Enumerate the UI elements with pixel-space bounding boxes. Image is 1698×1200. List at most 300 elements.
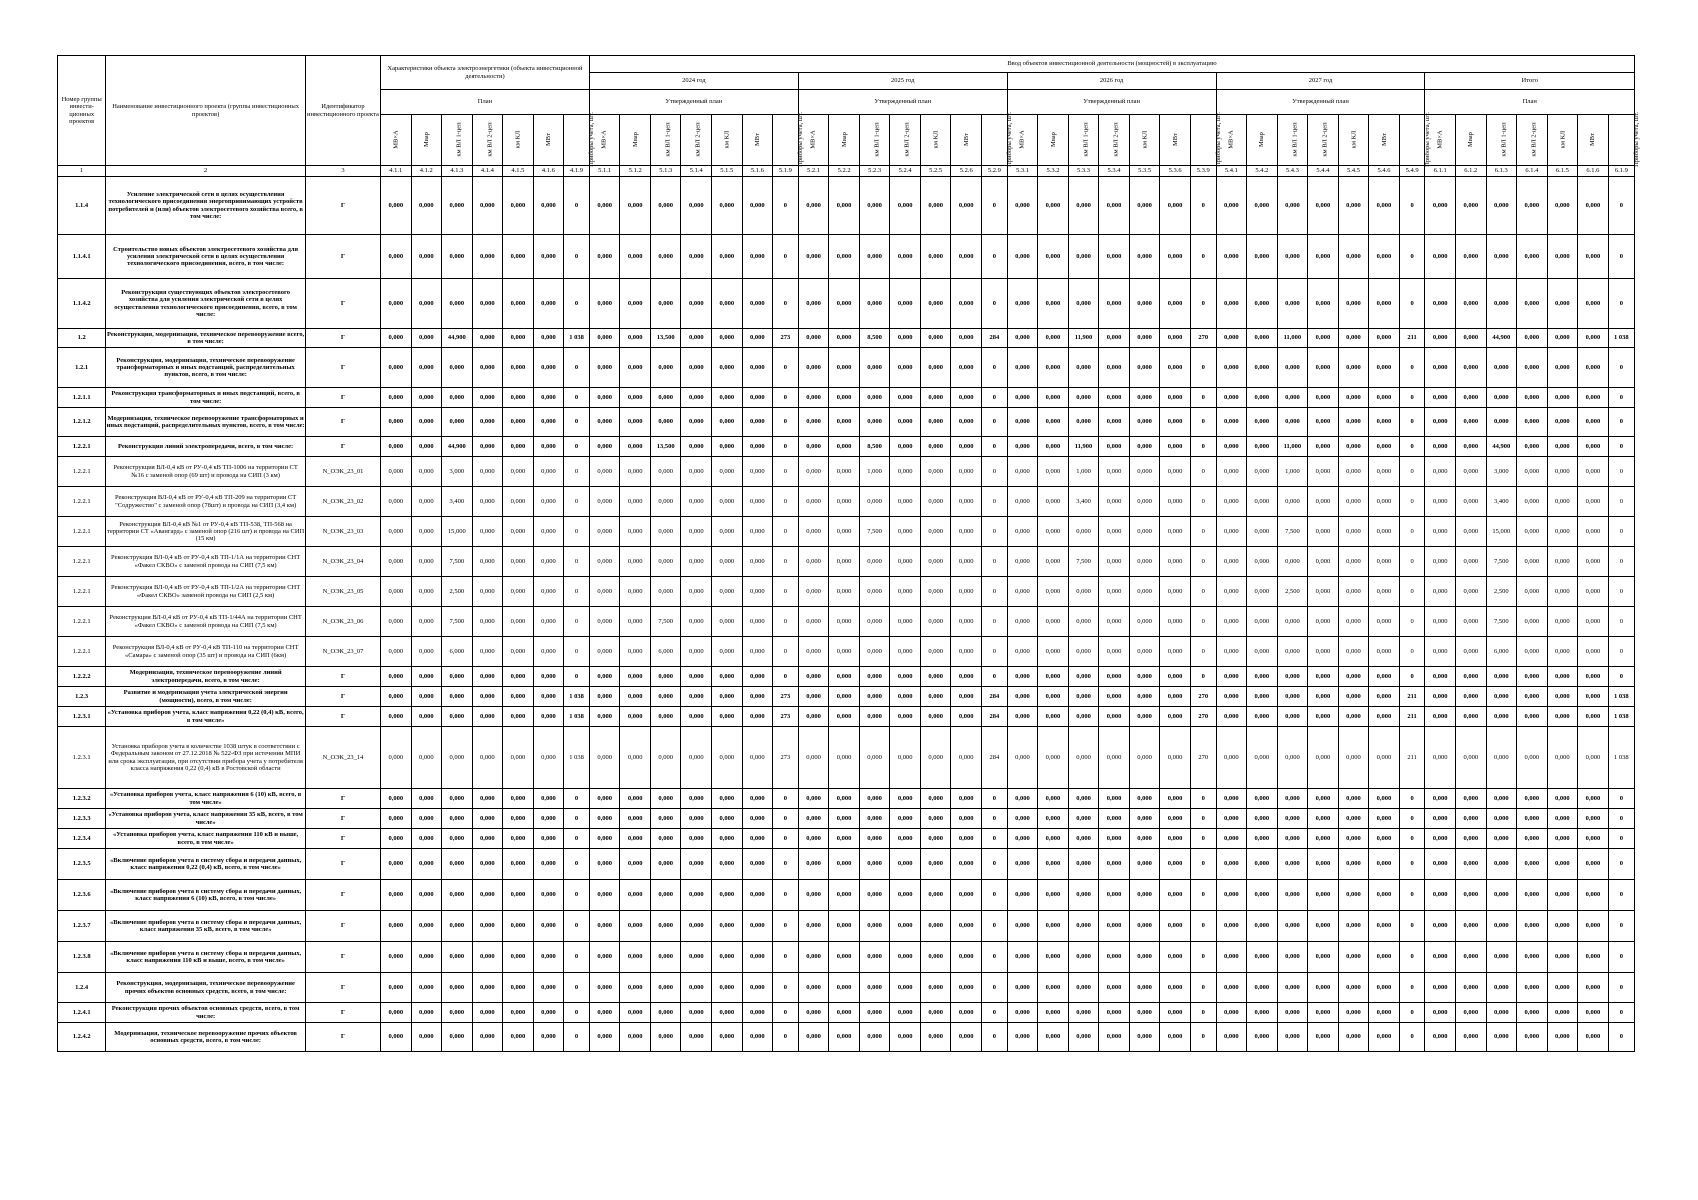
- value-cell: 0,000: [533, 687, 564, 707]
- value-cell: 0: [1190, 809, 1216, 829]
- value-cell: 0,000: [472, 789, 503, 809]
- value-cell: 0,000: [533, 437, 564, 457]
- table-row: [58, 457, 1635, 487]
- value-cell: 0,000: [1216, 547, 1247, 577]
- value-cell: 0: [564, 577, 590, 607]
- value-cell: 0: [773, 829, 799, 849]
- value-cell: 0,000: [859, 547, 890, 577]
- value-cell: 0,000: [1099, 437, 1130, 457]
- value-cell: 0,000: [1338, 829, 1369, 849]
- value-cell: 0,000: [411, 408, 442, 437]
- value-cell: 0,000: [1007, 789, 1038, 809]
- value-cell: 0,000: [1308, 942, 1339, 973]
- project-id: N_ОЭК_23_03: [305, 517, 380, 547]
- value-cell: 0: [1608, 388, 1634, 408]
- value-cell: 0,000: [742, 829, 773, 849]
- value-cell: 0: [1190, 348, 1216, 388]
- project-id: Г: [305, 942, 380, 973]
- value-cell: 0,000: [1486, 809, 1517, 829]
- value-cell: 0,000: [1517, 348, 1548, 388]
- column-number: 5.1.4: [681, 166, 712, 177]
- value-cell: 273: [773, 727, 799, 789]
- value-cell: 0,000: [951, 1003, 982, 1023]
- value-cell: 0,000: [533, 789, 564, 809]
- value-cell: 0: [773, 348, 799, 388]
- value-cell: 0,000: [920, 329, 951, 348]
- value-cell: 0,000: [1486, 1023, 1517, 1052]
- value-cell: 0,000: [859, 388, 890, 408]
- row-number: 1.2.4: [58, 973, 106, 1003]
- value-cell: 0,000: [859, 607, 890, 637]
- value-cell: 0,000: [1338, 329, 1369, 348]
- column-number: 4.1.3: [442, 166, 473, 177]
- column-number: 5.4.1: [1216, 166, 1247, 177]
- value-cell: 0,000: [1308, 607, 1339, 637]
- value-cell: 0,000: [411, 942, 442, 973]
- value-cell: 0,000: [829, 487, 860, 517]
- value-cell: 0,000: [1338, 973, 1369, 1003]
- project-name: Реконструкция ВЛ-0,4 кВ от РУ-0,4 кВ ТП-1006 на территории СТ №16 с заменой опор (69 шт) и провода на СИП (3 км): [106, 457, 306, 487]
- column-number: 5.4.3: [1277, 166, 1308, 177]
- value-cell: 0,000: [1425, 279, 1456, 329]
- value-cell: 0,000: [620, 1023, 651, 1052]
- value-cell: 11,900: [1068, 329, 1099, 348]
- value-cell: 0,000: [1007, 880, 1038, 911]
- value-cell: 0,000: [951, 809, 982, 829]
- value-cell: 0,000: [951, 487, 982, 517]
- column-number: 5.2.5: [920, 166, 951, 177]
- project-id: Г: [305, 849, 380, 880]
- value-cell: 0,000: [681, 789, 712, 809]
- value-cell: 0: [981, 457, 1007, 487]
- project-id: Г: [305, 388, 380, 408]
- value-cell: 0,000: [890, 437, 921, 457]
- value-cell: 0,000: [1277, 789, 1308, 809]
- value-cell: 0,000: [829, 942, 860, 973]
- value-cell: 0: [1608, 348, 1634, 388]
- value-cell: 0,000: [472, 279, 503, 329]
- value-cell: 0,000: [798, 1003, 829, 1023]
- value-cell: 0,000: [951, 727, 982, 789]
- value-cell: 0,000: [472, 517, 503, 547]
- unit-header: км ВЛ 2-цеп: [472, 115, 503, 166]
- value-cell: 0,000: [1369, 408, 1400, 437]
- unit-header: Мвар: [1247, 115, 1278, 166]
- value-cell: 0: [1608, 457, 1634, 487]
- value-cell: 0,000: [411, 607, 442, 637]
- value-cell: 0,000: [798, 911, 829, 942]
- value-cell: 0,000: [1099, 348, 1130, 388]
- value-cell: 0,000: [1517, 487, 1548, 517]
- value-cell: 0: [1190, 849, 1216, 880]
- value-cell: 0,000: [381, 687, 412, 707]
- value-cell: 0,000: [1425, 829, 1456, 849]
- value-cell: 0,000: [681, 388, 712, 408]
- value-cell: 270: [1190, 329, 1216, 348]
- value-cell: 0,000: [1038, 235, 1069, 279]
- value-cell: 211: [1399, 707, 1425, 727]
- value-cell: 0,000: [742, 517, 773, 547]
- value-cell: 0,000: [411, 727, 442, 789]
- value-cell: 0,000: [1578, 408, 1609, 437]
- value-cell: 0,000: [829, 177, 860, 235]
- value-cell: 0,000: [589, 707, 620, 727]
- value-cell: 0,000: [503, 388, 534, 408]
- value-cell: 0,000: [620, 667, 651, 687]
- value-cell: 0,000: [620, 348, 651, 388]
- value-cell: 0: [1608, 1023, 1634, 1052]
- project-name: Строительство новых объектов электросетевого хозяйства для усиления электрической сети в целях осуществления технологического присоединения, всего, в том числе:: [106, 235, 306, 279]
- column-number: 4.1.5: [503, 166, 534, 177]
- value-cell: 0: [1399, 880, 1425, 911]
- value-cell: 0,000: [1160, 809, 1191, 829]
- value-cell: 0,000: [1369, 388, 1400, 408]
- value-cell: 0,000: [890, 973, 921, 1003]
- project-name: Реконструкция существующих объектов электросетевого хозяйства для усиления электрической сети в целях осуществления технологического присоединения, всего, в том числе:: [106, 279, 306, 329]
- value-cell: 0,000: [1517, 408, 1548, 437]
- value-cell: 0,000: [1578, 849, 1609, 880]
- value-cell: 0,000: [1216, 437, 1247, 457]
- value-cell: 0,000: [533, 408, 564, 437]
- value-cell: 0,000: [1007, 727, 1038, 789]
- value-cell: 0,000: [1160, 348, 1191, 388]
- project-name: Модернизация, техническое перевооружение трансформаторных и иных подстанций, распределительных пунктов, всего, в том числе:: [106, 408, 306, 437]
- value-cell: 0,000: [589, 457, 620, 487]
- value-cell: 0,000: [890, 707, 921, 727]
- value-cell: 0: [773, 457, 799, 487]
- value-cell: 0,000: [1578, 789, 1609, 809]
- value-cell: 0,000: [1099, 388, 1130, 408]
- value-cell: 0,000: [503, 707, 534, 727]
- value-cell: 0,000: [681, 707, 712, 727]
- value-cell: 0,000: [533, 667, 564, 687]
- value-cell: 0,000: [798, 279, 829, 329]
- value-cell: 284: [981, 687, 1007, 707]
- value-cell: 0,000: [442, 727, 473, 789]
- value-cell: 0: [773, 408, 799, 437]
- row-number: 1.2.2.1: [58, 487, 106, 517]
- value-cell: 0,000: [1216, 789, 1247, 809]
- value-cell: 0,000: [1216, 408, 1247, 437]
- value-cell: 0,000: [1007, 1003, 1038, 1023]
- value-cell: 0,000: [1099, 880, 1130, 911]
- value-cell: 0,000: [411, 177, 442, 235]
- value-cell: 0: [564, 1003, 590, 1023]
- value-cell: 0,000: [1455, 789, 1486, 809]
- value-cell: 0,000: [1099, 973, 1130, 1003]
- value-cell: 0,000: [1129, 667, 1160, 687]
- value-cell: 0,000: [712, 707, 743, 727]
- value-cell: 0: [564, 547, 590, 577]
- value-cell: 0,000: [1486, 348, 1517, 388]
- project-id: Г: [305, 911, 380, 942]
- value-cell: 0,000: [1216, 973, 1247, 1003]
- value-cell: 0: [981, 880, 1007, 911]
- value-cell: 0,000: [1038, 607, 1069, 637]
- value-cell: 0,000: [1160, 707, 1191, 727]
- value-cell: 0,000: [1007, 388, 1038, 408]
- value-cell: 44,900: [442, 437, 473, 457]
- value-cell: 0,000: [1216, 667, 1247, 687]
- value-cell: 0,000: [650, 408, 681, 437]
- value-cell: 0,000: [681, 911, 712, 942]
- value-cell: 0,000: [1129, 517, 1160, 547]
- value-cell: 0,000: [1277, 487, 1308, 517]
- value-cell: 0,000: [920, 487, 951, 517]
- value-cell: 0,000: [1099, 517, 1130, 547]
- value-cell: 0,000: [620, 437, 651, 457]
- value-cell: 0,000: [472, 973, 503, 1003]
- value-cell: 0,000: [951, 279, 982, 329]
- project-id: Г: [305, 707, 380, 727]
- value-cell: 0,000: [1338, 942, 1369, 973]
- value-cell: 0,000: [890, 517, 921, 547]
- value-cell: 0,000: [890, 809, 921, 829]
- value-cell: 0,000: [920, 911, 951, 942]
- column-number: 4.1.9: [564, 166, 590, 177]
- value-cell: 0,000: [1007, 942, 1038, 973]
- value-cell: 0,000: [829, 637, 860, 667]
- value-cell: 0,000: [829, 607, 860, 637]
- value-cell: 0,000: [1455, 973, 1486, 1003]
- value-cell: 0,000: [1455, 437, 1486, 457]
- value-cell: 0,000: [890, 235, 921, 279]
- row-number: 1.2.2.1: [58, 607, 106, 637]
- value-cell: 0,000: [1129, 577, 1160, 607]
- unit-header: Приборы учета, шт.: [564, 115, 590, 166]
- value-cell: 0,000: [1247, 667, 1278, 687]
- value-cell: 0,000: [589, 408, 620, 437]
- value-cell: 0,000: [859, 911, 890, 942]
- value-cell: 0,000: [890, 487, 921, 517]
- value-cell: 0: [773, 607, 799, 637]
- value-cell: 0,000: [1455, 517, 1486, 547]
- value-cell: 0,000: [1338, 880, 1369, 911]
- value-cell: 0,000: [712, 577, 743, 607]
- value-cell: 0,000: [1425, 388, 1456, 408]
- project-name: Реконструкция ВЛ-0,4 кВ от РУ-0,4 кВ ТП-1/2А на территории СНТ «Факел СКВО» заменой провода на СИП (2,5 км): [106, 577, 306, 607]
- value-cell: 1 038: [564, 727, 590, 789]
- value-cell: 0,000: [1547, 329, 1578, 348]
- project-name: Реконструкция, модернизация, техническое перевооружение всего, в том числе:: [106, 329, 306, 348]
- column-number: 5.3.5: [1129, 166, 1160, 177]
- value-cell: 0,000: [533, 880, 564, 911]
- value-cell: 0,000: [742, 1023, 773, 1052]
- value-cell: 0,000: [1129, 408, 1160, 437]
- value-cell: 0,000: [1486, 1003, 1517, 1023]
- value-cell: 0,000: [1038, 849, 1069, 880]
- value-cell: 0,000: [1068, 177, 1099, 235]
- value-cell: 0,000: [1099, 727, 1130, 789]
- value-cell: 0,000: [1578, 707, 1609, 727]
- value-cell: 0,000: [951, 388, 982, 408]
- column-number: 2: [106, 166, 306, 177]
- value-cell: 0: [773, 235, 799, 279]
- value-cell: 0,000: [1517, 829, 1548, 849]
- value-cell: 0,000: [1425, 487, 1456, 517]
- value-cell: 0,000: [411, 687, 442, 707]
- approved-2027: Утвержденный план: [1216, 90, 1425, 115]
- value-cell: 0,000: [411, 487, 442, 517]
- value-cell: 211: [1399, 687, 1425, 707]
- value-cell: 0: [1190, 1023, 1216, 1052]
- value-cell: 0,000: [681, 408, 712, 437]
- value-cell: 0,000: [1068, 637, 1099, 667]
- value-cell: 0,000: [1247, 880, 1278, 911]
- project-name: Реконструкция прочих объектов основных средств, всего, в том числе:: [106, 1003, 306, 1023]
- value-cell: 0,000: [1007, 517, 1038, 547]
- value-cell: 0,000: [472, 911, 503, 942]
- value-cell: 0,000: [1038, 577, 1069, 607]
- table-row: [58, 487, 1635, 517]
- value-cell: 15,000: [1486, 517, 1517, 547]
- value-cell: 0,000: [859, 849, 890, 880]
- value-cell: 0,000: [1369, 348, 1400, 388]
- value-cell: 0,000: [1068, 667, 1099, 687]
- value-cell: 0,000: [1216, 707, 1247, 727]
- value-cell: 0: [1608, 437, 1634, 457]
- value-cell: 0,000: [681, 607, 712, 637]
- value-cell: 0,000: [829, 388, 860, 408]
- value-cell: 0,000: [951, 637, 982, 667]
- value-cell: 8,500: [859, 437, 890, 457]
- value-cell: 0,000: [1247, 487, 1278, 517]
- value-cell: 0: [564, 973, 590, 1003]
- value-cell: 0,000: [1129, 880, 1160, 911]
- value-cell: 0,000: [742, 235, 773, 279]
- value-cell: 0,000: [1338, 849, 1369, 880]
- value-cell: 0,000: [1007, 408, 1038, 437]
- value-cell: 0: [981, 388, 1007, 408]
- value-cell: 0,000: [798, 829, 829, 849]
- value-cell: 0: [1190, 577, 1216, 607]
- value-cell: 0,000: [1308, 1023, 1339, 1052]
- value-cell: 0,000: [859, 973, 890, 1003]
- value-cell: 0,000: [411, 880, 442, 911]
- value-cell: 0: [1608, 637, 1634, 667]
- value-cell: 0: [564, 809, 590, 829]
- value-cell: 0,000: [1099, 1023, 1130, 1052]
- value-cell: 0,000: [442, 1003, 473, 1023]
- value-cell: 0,000: [1129, 789, 1160, 809]
- value-cell: 0,000: [742, 687, 773, 707]
- value-cell: 0,000: [1369, 829, 1400, 849]
- table-row: [58, 348, 1635, 388]
- row-number: 1.2.3.1: [58, 727, 106, 789]
- value-cell: 0,000: [1486, 177, 1517, 235]
- value-cell: 0,000: [859, 637, 890, 667]
- value-cell: 0,000: [681, 637, 712, 667]
- value-cell: 0,000: [1099, 849, 1130, 880]
- value-cell: 0: [773, 547, 799, 577]
- value-cell: 0,000: [890, 547, 921, 577]
- value-cell: 0,000: [890, 849, 921, 880]
- value-cell: 0,000: [1308, 388, 1339, 408]
- column-number: 4.1.1: [381, 166, 412, 177]
- project-id: Г: [305, 437, 380, 457]
- value-cell: 0,000: [951, 973, 982, 1003]
- value-cell: 0,000: [442, 973, 473, 1003]
- value-cell: 0,000: [1578, 388, 1609, 408]
- value-cell: 0: [1608, 911, 1634, 942]
- value-cell: 0,000: [1099, 1003, 1130, 1023]
- value-cell: 0,000: [742, 437, 773, 457]
- value-cell: 0,000: [1455, 880, 1486, 911]
- value-cell: 0,000: [1338, 547, 1369, 577]
- value-cell: 0,000: [442, 408, 473, 437]
- value-cell: 0,000: [1099, 279, 1130, 329]
- value-cell: 0,000: [829, 547, 860, 577]
- value-cell: 0,000: [1338, 789, 1369, 809]
- value-cell: 0,000: [650, 880, 681, 911]
- value-cell: 0,000: [681, 577, 712, 607]
- value-cell: 0,000: [1160, 849, 1191, 880]
- value-cell: 0,000: [798, 388, 829, 408]
- value-cell: 0,000: [1517, 942, 1548, 973]
- value-cell: 0,000: [712, 457, 743, 487]
- value-cell: 0,000: [1007, 279, 1038, 329]
- value-cell: 0,000: [859, 348, 890, 388]
- value-cell: 0,000: [1517, 1023, 1548, 1052]
- value-cell: 0,000: [1369, 942, 1400, 973]
- unit-header: Приборы учета, шт.: [1399, 115, 1425, 166]
- value-cell: 0,000: [859, 177, 890, 235]
- value-cell: 0: [1399, 1003, 1425, 1023]
- value-cell: 0,000: [1578, 687, 1609, 707]
- column-number: 5.1.9: [773, 166, 799, 177]
- value-cell: 0,000: [1547, 235, 1578, 279]
- column-number: 5.1.3: [650, 166, 681, 177]
- value-cell: 0,000: [381, 880, 412, 911]
- value-cell: 0,000: [503, 329, 534, 348]
- plan-itogo: План: [1425, 90, 1635, 115]
- value-cell: 0,000: [1038, 457, 1069, 487]
- value-cell: 0,000: [589, 829, 620, 849]
- value-cell: 0,000: [829, 789, 860, 809]
- value-cell: 0,000: [1277, 408, 1308, 437]
- value-cell: 0,000: [859, 880, 890, 911]
- value-cell: 0: [773, 911, 799, 942]
- value-cell: 0: [981, 408, 1007, 437]
- value-cell: 0,000: [890, 942, 921, 973]
- value-cell: 0,000: [1099, 637, 1130, 667]
- value-cell: 0,000: [1308, 667, 1339, 687]
- value-cell: 0,000: [1007, 973, 1038, 1003]
- column-number: 6.1.4: [1517, 166, 1548, 177]
- value-cell: 0,000: [1455, 577, 1486, 607]
- value-cell: 0,000: [1547, 1023, 1578, 1052]
- value-cell: 0,000: [381, 457, 412, 487]
- value-cell: 0: [1190, 880, 1216, 911]
- value-cell: 0,000: [1455, 1023, 1486, 1052]
- value-cell: 0: [564, 235, 590, 279]
- value-cell: 0,000: [503, 829, 534, 849]
- value-cell: 0: [1608, 577, 1634, 607]
- value-cell: 0,000: [1455, 667, 1486, 687]
- value-cell: 0,000: [503, 577, 534, 607]
- value-cell: 0,000: [1308, 577, 1339, 607]
- value-cell: 0,000: [1216, 517, 1247, 547]
- row-number: 1.2.3.1: [58, 707, 106, 727]
- value-cell: 0,000: [798, 547, 829, 577]
- value-cell: 0,000: [442, 849, 473, 880]
- value-cell: 0,000: [620, 789, 651, 809]
- value-cell: 0,000: [1068, 880, 1099, 911]
- value-cell: 0,000: [1547, 973, 1578, 1003]
- value-cell: 0,000: [1129, 487, 1160, 517]
- value-cell: 0,000: [1247, 789, 1278, 809]
- value-cell: 0,000: [920, 457, 951, 487]
